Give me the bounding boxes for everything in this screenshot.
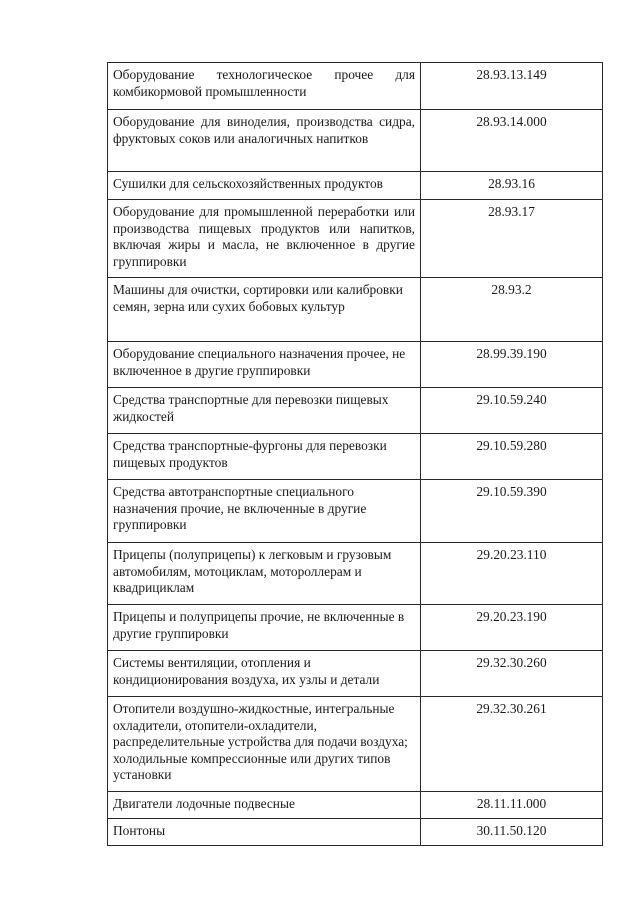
okpd-code-cell: 29.10.59.390 bbox=[421, 480, 603, 543]
table-row bbox=[108, 63, 603, 110]
okpd-code-cell: 28.93.16 bbox=[421, 172, 603, 200]
table-row bbox=[108, 480, 603, 543]
table-row bbox=[108, 172, 603, 200]
okpd-code-cell: 28.99.39.190 bbox=[421, 342, 603, 388]
okpd-code-cell: 28.93.17 bbox=[421, 200, 603, 278]
product-name-cell: Средства автотранспортные специального назначения прочие, не включенные в другие группировки bbox=[108, 480, 421, 543]
product-name-cell: Прицепы и полуприцепы прочие, не включенные в другие группировки bbox=[108, 605, 421, 651]
table-row bbox=[108, 697, 603, 792]
okpd-code-cell: 29.10.59.240 bbox=[421, 388, 603, 434]
table-row bbox=[108, 819, 603, 846]
product-name-cell: Машины для очистки, сортировки или калибровки семян, зерна или сухих бобовых культур bbox=[108, 278, 421, 342]
product-name-cell: Средства транспортные-фургоны для перевозки пищевых продуктов bbox=[108, 434, 421, 480]
product-name-cell: Оборудование для виноделия, производства сидра, фруктовых соков или аналогичных напитков bbox=[108, 110, 421, 172]
okpd-code-cell: 28.93.13.149 bbox=[421, 63, 603, 110]
classification-table bbox=[107, 62, 603, 846]
table-row bbox=[108, 342, 603, 388]
table-row bbox=[108, 792, 603, 819]
okpd-code-cell: 29.10.59.280 bbox=[421, 434, 603, 480]
product-name-cell: Прицепы (полуприцепы) к легковым и грузовым автомобилям, мотоциклам, мотороллерам и квадрициклам bbox=[108, 543, 421, 605]
okpd-code-cell: 28.11.11.000 bbox=[421, 792, 603, 819]
table-row bbox=[108, 110, 603, 172]
table-row bbox=[108, 200, 603, 278]
product-name-cell: Сушилки для сельскохозяйственных продуктов bbox=[108, 172, 421, 200]
table-row bbox=[108, 543, 603, 605]
product-name-cell: Отопители воздушно-жидкостные, интегральные охладители, отопители-охладители, распределительные устройства для подачи воздуха; холодильные компрессионные или других типов установки bbox=[108, 697, 421, 792]
okpd-code-cell: 30.11.50.120 bbox=[421, 819, 603, 846]
okpd-code-cell: 29.20.23.190 bbox=[421, 605, 603, 651]
table-row bbox=[108, 605, 603, 651]
product-name-cell: Системы вентиляции, отопления и кондиционирования воздуха, их узлы и детали bbox=[108, 651, 421, 697]
table-row bbox=[108, 434, 603, 480]
product-name-cell: Оборудование для промышленной переработки или производства пищевых продуктов или напитков, включая жиры и масла, не включенное в другие группировки bbox=[108, 200, 421, 278]
product-name-cell: Оборудование технологическое прочее для комбикормовой промышленности bbox=[108, 63, 421, 110]
table-row bbox=[108, 278, 603, 342]
product-name-cell: Средства транспортные для перевозки пищевых жидкостей bbox=[108, 388, 421, 434]
table-row bbox=[108, 651, 603, 697]
product-name-cell: Понтоны bbox=[108, 819, 421, 846]
okpd-code-cell: 28.93.14.000 bbox=[421, 110, 603, 172]
product-name-cell: Оборудование специального назначения прочее, не включенное в другие группировки bbox=[108, 342, 421, 388]
okpd-code-cell: 29.20.23.110 bbox=[421, 543, 603, 605]
table-row bbox=[108, 388, 603, 434]
okpd-code-cell: 29.32.30.261 bbox=[421, 697, 603, 792]
okpd-code-cell: 29.32.30.260 bbox=[421, 651, 603, 697]
product-name-cell: Двигатели лодочные подвесные bbox=[108, 792, 421, 819]
okpd-code-cell: 28.93.2 bbox=[421, 278, 603, 342]
